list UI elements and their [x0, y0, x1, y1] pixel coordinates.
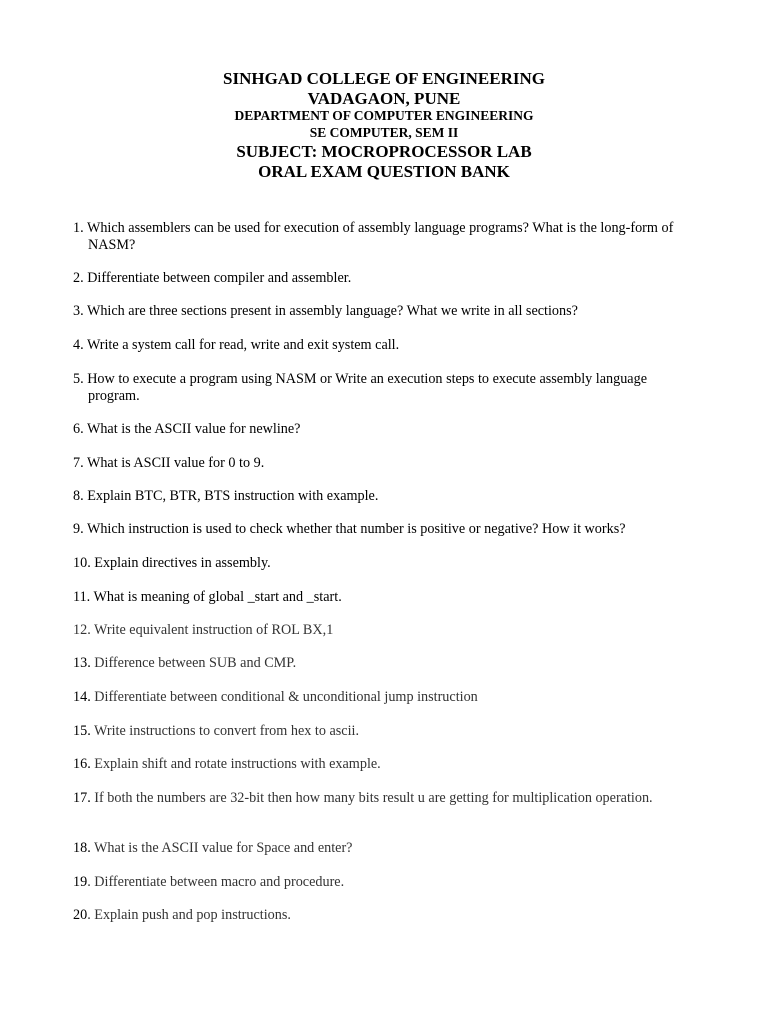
question-number: 10. [73, 555, 91, 571]
question-text: Which assemblers can be used for execution of assembly language programs? What is the long-form of NASM? [86, 220, 674, 253]
question-text: What is the ASCII value for newline? [86, 421, 301, 437]
question-number: 9. [73, 521, 84, 537]
question-number: 4. [73, 337, 84, 353]
question-text: Difference between SUB and CMP. [94, 655, 297, 671]
question-number: 17. [73, 790, 91, 806]
question-number: 12. [73, 622, 91, 638]
class-name: SE COMPUTER, SEM II [309, 125, 459, 140]
question-item [73, 756, 693, 773]
question-text: What is meaning of global _start and _start. [93, 589, 342, 605]
question-number: 19 [73, 874, 88, 890]
question-text: Write instructions to convert from hex to ascii. [94, 723, 360, 739]
question-number: 1. [73, 220, 84, 236]
question-text: How to execute a program using NASM or Write an execution steps to execute assembly language program. [87, 371, 647, 404]
college-name: SINHGAD COLLEGE OF ENGINEERING [223, 69, 545, 88]
question-number: 18. [73, 840, 91, 856]
question-item [73, 421, 693, 438]
question-text: Which instruction is used to check whether that number is positive or negative? How it works? [86, 521, 626, 537]
question-text: . Differentiate between macro and procedure. [87, 874, 345, 890]
question-item [73, 723, 693, 740]
question-text: Explain directives in assembly. [94, 555, 271, 571]
question-item [73, 874, 693, 891]
question-number: 7. [73, 455, 84, 471]
question-number: 15. [73, 723, 91, 739]
question-text: If both the numbers are 32-bit then how many bits result u are getting for multiplication operation. [94, 790, 653, 806]
question-text: Which are three sections present in assembly language? What we write in all sections? [86, 303, 578, 319]
question-number: 2. [73, 270, 84, 286]
document-title: ORAL EXAM QUESTION BANK [258, 162, 510, 181]
question-number: 14. [73, 689, 91, 705]
subject-title: SUBJECT: MOCROPROCESSOR LAB [236, 142, 532, 161]
question-text: Write a system call for read, write and exit system call. [86, 337, 400, 353]
question-text: What is ASCII value for 0 to 9. [86, 455, 265, 471]
question-text: Differentiate between conditional & unconditional jump instruction [94, 689, 478, 705]
question-text: Explain BTC, BTR, BTS instruction with example. [87, 488, 379, 504]
question-item [73, 337, 693, 354]
question-item [73, 655, 693, 672]
question-item [73, 689, 693, 706]
question-number: 11. [73, 589, 91, 605]
question-item [73, 622, 693, 639]
question-text: Write equivalent instruction of ROL BX,1 [94, 622, 334, 638]
question-item [73, 270, 693, 287]
question-text: Explain shift and rotate instructions with example. [94, 756, 381, 772]
question-number: 3. [73, 303, 84, 319]
question-number: 20 [73, 907, 88, 923]
question-item [73, 840, 693, 857]
question-number: 16. [73, 756, 91, 772]
question-item [73, 371, 678, 405]
department-name: DEPARTMENT OF COMPUTER ENGINEERING [234, 108, 534, 123]
question-text: Differentiate between compiler and assembler. [87, 270, 352, 286]
question-item [73, 790, 653, 807]
question-number: 8. [73, 488, 84, 504]
question-item [73, 303, 693, 320]
question-item [73, 589, 693, 606]
question-number: 6. [73, 421, 84, 437]
question-item [73, 521, 713, 538]
college-city: VADAGAON, PUNE [307, 89, 461, 108]
question-text: What is the ASCII value for Space and enter? [94, 840, 353, 856]
question-text: . Explain push and pop instructions. [87, 907, 291, 923]
question-number: 13. [73, 655, 91, 671]
question-item [73, 488, 693, 505]
question-item [73, 455, 693, 472]
question-item [73, 907, 693, 924]
question-item [73, 555, 693, 572]
question-number: 5. [73, 371, 84, 387]
question-item [73, 220, 708, 254]
